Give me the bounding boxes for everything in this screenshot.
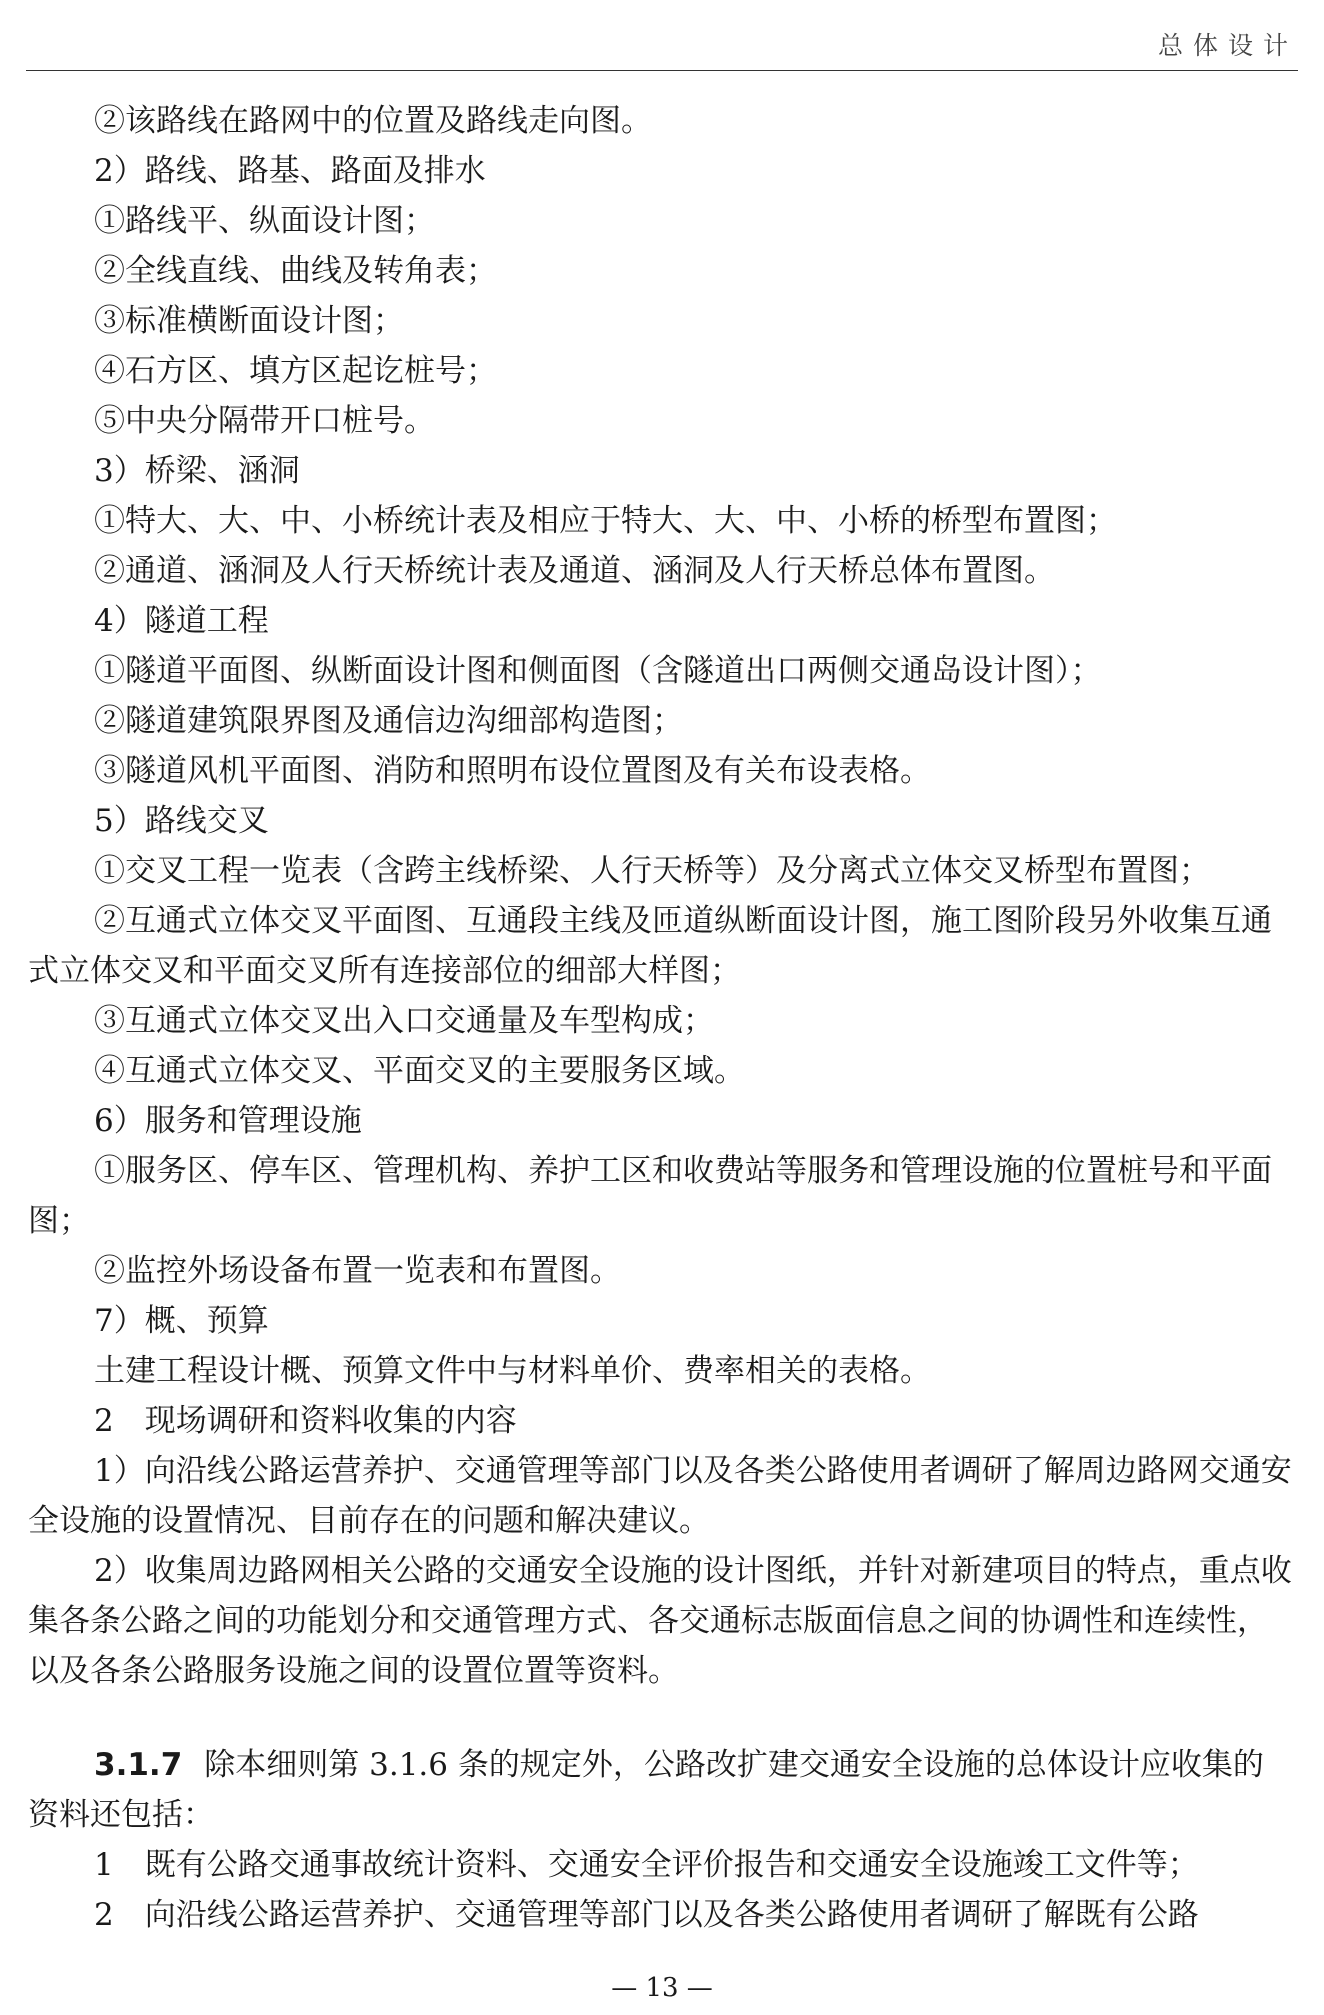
list-item: ①隧道平面图、纵断面设计图和侧面图（含隧道出口两侧交通岛设计图）； (94, 653, 1102, 689)
section-heading: 3）桥梁、涵洞 (94, 453, 300, 489)
section-heading: 7）概、预算 (94, 1303, 269, 1339)
list-item: ①特大、大、中、小桥统计表及相应于特大、大、中、小桥的桥型布置图； (94, 503, 1117, 539)
list-item: ③标准横断面设计图； (94, 303, 404, 339)
list-item: ②全线直线、曲线及转角表； (94, 253, 497, 289)
clause-paragraph (28, 1740, 1294, 1840)
list-item: ⑤中央分隔带开口桩号。 (94, 403, 435, 439)
list-item: ②该路线在路网中的位置及路线走向图。 (94, 103, 652, 139)
list-item: ①路线平、纵面设计图； (94, 203, 435, 239)
list-item: ④互通式立体交叉、平面交叉的主要服务区域。 (94, 1053, 745, 1089)
list-item: ②通道、涵洞及人行天桥统计表及通道、涵洞及人行天桥总体布置图。 (94, 553, 1055, 589)
list-item: ②监控外场设备布置一览表和布置图。 (94, 1253, 621, 1289)
list-item: ③互通式立体交叉出入口交通量及车型构成； (94, 1003, 714, 1039)
page-header (26, 20, 1298, 71)
page-number: — 13 — (611, 1973, 713, 2003)
running-header-title: 总体设计 (1157, 31, 1298, 60)
clause-item: 1 既有公路交通事故统计资料、交通安全评价报告和交通安全设施竣工文件等； (94, 1847, 1199, 1883)
paragraph: 2）收集周边路网相关公路的交通安全设施的设计图纸，并针对新建项目的特点，重点收集各条公路之间的功能划分和交通管理方式、各交通标志版面信息之间的协调性和连续性，以及各条公路服务设施之间的设置位置等资料。 (28, 1553, 1292, 1689)
list-item: ③隧道风机平面图、消防和照明布设位置图及有关布设表格。 (94, 753, 931, 789)
list-item: ①服务区、停车区、管理机构、养护工区和收费站等服务和管理设施的位置桩号和平面图； (28, 1153, 1272, 1239)
section-heading: 4）隧道工程 (94, 603, 269, 639)
list-item: ②互通式立体交叉平面图、互通段主线及匝道纵断面设计图，施工图阶段另外收集互通式立体交叉和平面交叉所有连接部位的细部大样图； (28, 903, 1272, 989)
list-item: ①交叉工程一览表（含跨主线桥梁、人行天桥等）及分离式立体交叉桥型布置图； (94, 853, 1210, 889)
clause-text: 除本细则第 3.1.6 条的规定外，公路改扩建交通安全设施的总体设计应收集的资料还包括： (28, 1747, 1264, 1833)
section-heading: 2）路线、路基、路面及排水 (94, 153, 486, 189)
spacer (28, 1696, 1294, 1740)
section-heading: 6）服务和管理设施 (94, 1103, 362, 1139)
page-body (28, 96, 1294, 1940)
paragraph: 土建工程设计概、预算文件中与材料单价、费率相关的表格。 (94, 1353, 931, 1389)
paragraph: 1）向沿线公路运营养护、交通管理等部门以及各类公路使用者调研了解周边路网交通安全设施的设置情况、目前存在的问题和解决建议。 (28, 1453, 1292, 1539)
clause-number: 3.1.7 (94, 1747, 183, 1783)
section-heading: 2 现场调研和资料收集的内容 (94, 1403, 517, 1439)
section-heading: 5）路线交叉 (94, 803, 269, 839)
clause-item: 2 向沿线公路运营养护、交通管理等部门以及各类公路使用者调研了解既有公路 (94, 1897, 1199, 1933)
list-item: ②隧道建筑限界图及通信边沟细部构造图； (94, 703, 683, 739)
list-item: ④石方区、填方区起讫桩号； (94, 353, 497, 389)
